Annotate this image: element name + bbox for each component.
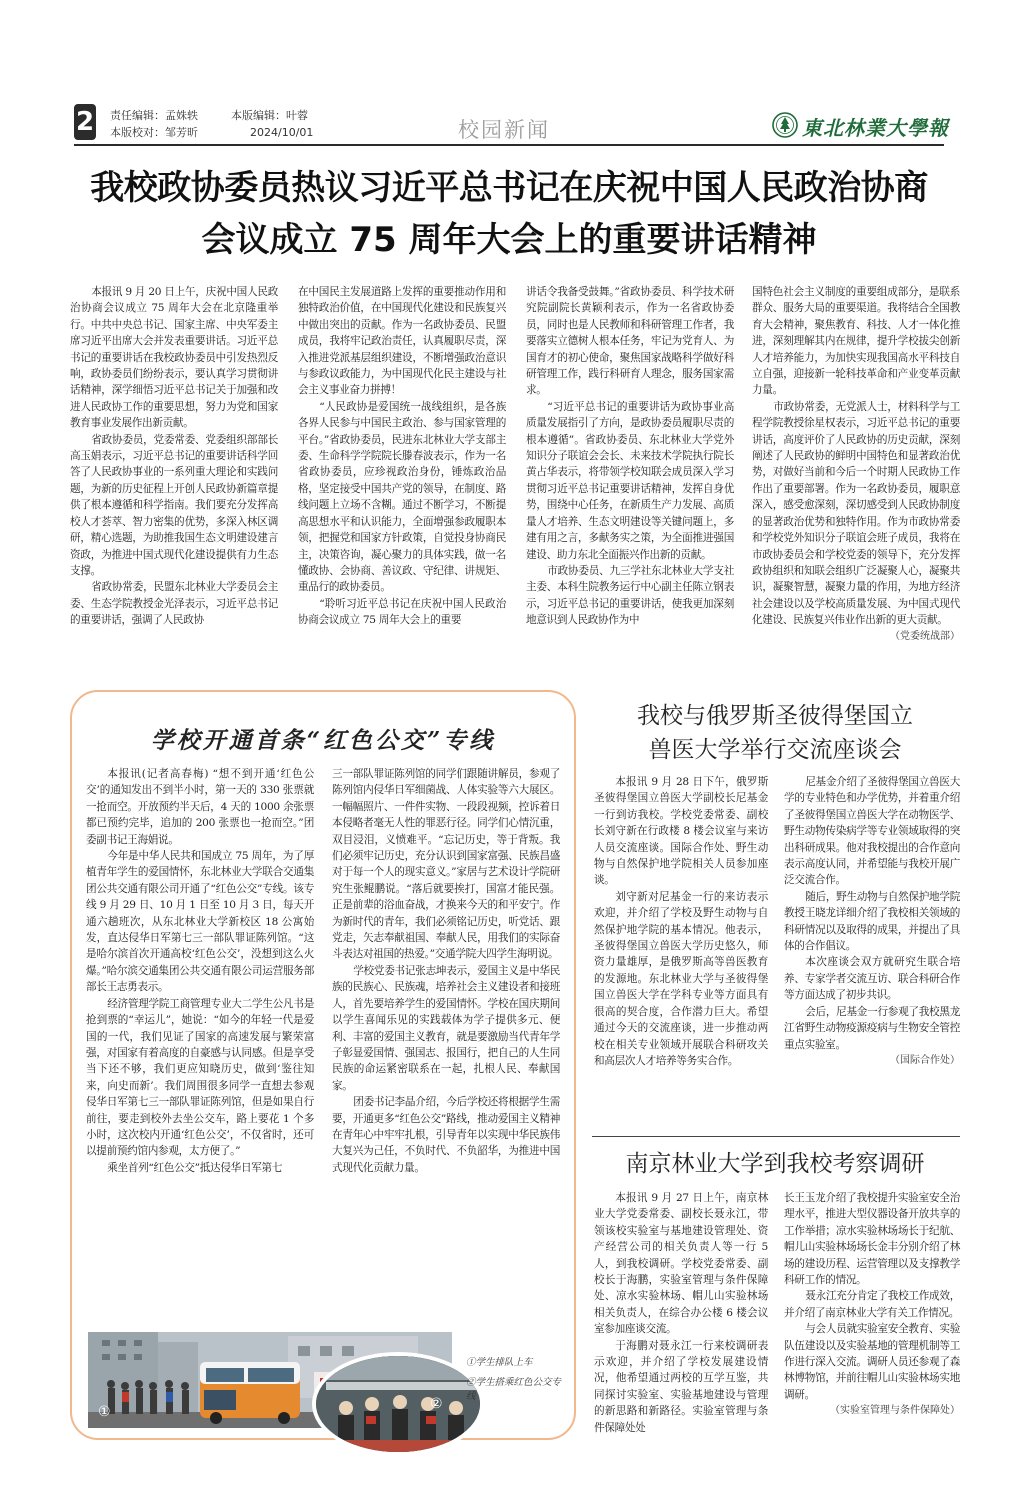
st-petersburg-headline-2: 兽医大学举行交流座谈会 [648,737,902,763]
paragraph: 与会人员就实验室安全教育、实验队伍建设以及实验基地的管理机制等工作进行深入交流。调研人员还参观了森林博物馆，并前往帽儿山实验林场实地调研。 [784,1323,960,1401]
headline-line-1: 我校政协委员热议习近平总书记在庆祝中国人民政治协商 [90,168,928,208]
header-rule [74,144,944,146]
page-number-badge: 2 [74,104,96,140]
headline-line-2: 会议成立 75 周年大会上的重要讲话精神 [201,220,817,260]
paragraph: 经济管理学院工商管理专业大二学生公凡书是抢到票的“幸运儿”，她说：“如今的年轻一代是爱国的一代，我们见证了国家的高速发展与繁荣富强，对国家有着高度的自豪感与认同感。但是享受当下还不够，我们更应知晓历史，做到‘鉴往知来，向史而新’。我们周围很多同学一直想去参观侵华日军第七三一部队罪证陈列馆，但是如果自行前往，要走到校外去坐公交车，路上要花 1 个多小时，这次校内开通‘红色公交’，不仅省时，还可以提前预约馆内参观，太方便了。” [86,997,314,1158]
st-petersburg-headline-1: 我校与俄罗斯圣彼得堡国立 [637,703,913,729]
newspaper-masthead: 東北林業大學報 [802,116,949,140]
photo-marker-1: ① [98,1404,111,1420]
byline: （实验室管理与条件保障处） [830,1405,960,1417]
paragraph: 省政协委员，党委常委、党委组织部部长高玉娟表示，习近平总书记的重要讲话科学回答了人民政协事业的一系列重大理论和实践问题，为新的历史征程上开创人民政协新篇章提供了根本遵循和科学指南。我们要充分发挥高校人才荟萃、智力密集的优势，多深入林区调研，精心选题，为助推我国生态文明建设建言资政，为推进中国式现代化建设提供有力生态支撑。 [70,433,278,577]
paragraph: 团委书记李晶介绍，今后学校还将根据学生需要，开通更多“红色公交”路线，推动爱国主义精神在青年心中牢牢扎根，引导青年以实现中华民族伟大复兴为己任，不负时代、不负韶华，为推进中国式现代化贡献力量。 [332,1096,560,1174]
paragraph: 本报讯 9 月 27 日上午，南京林业大学党委常委、副校长聂永江，带领该校实验室与基地建设管理处、资产经营公司的相关负责人等一行 5 人，到我校调研。学校党委常委、副校长于海鹏，实验室管理与条件保障处、凉水实验林场、帽儿山实验林场相关负责人，在综合办公楼 6 楼会议室参加座谈交流。 [594,1192,768,1336]
byline: （国际合作处） [890,1054,960,1066]
article4-col-1 [594,1190,768,1436]
article2-col-1 [86,766,314,1176]
paragraph: 学校党委书记张志坤表示，爱国主义是中华民族的民族心、民族魂，培养社会主义建设者和接班人，首先要培养学生的爱国情怀。学校在国庆期间以学生喜闻乐见的实践载体为学子提供多元、便利、丰富的爱国主义教育，就是要激励当代青年学子彰显爱国情、强国志、报国行，把自己的人生同民族的命运紧密联系在一起，扎根人民、奉献国家。 [332,964,560,1092]
paragraph: “人民政协是爱国统一战线组织，是各族各界人民参与中国民主政治、参与国家管理的平台。”省政协委员，民进东北林业大学支部主委、生命科学学院院长滕春波表示，作为一名省政协委员，应珍视政治身份，锤炼政治品格，坚定接受中国共产党的领导，在制度、路线问题上立场不含糊。通过不断学习，不断提高思想水平和认识能力，全面增强参政履职本领，把握党和国家方针政策，自觉投身协商民主，决策咨询，凝心聚力的具体实践，做一名懂政协、会协商、善议政、守纪律、讲规矩、重品行的政协委员。 [298,400,506,594]
article3-col-1 [594,774,768,1069]
nanjing-headline: 南京林业大学到我校考察调研 [625,1151,925,1177]
proofreader: 本版校对：邹芳昕 [110,126,198,139]
paragraph: 讲话令我备受鼓舞。”省政协委员、科学技术研究院副院长黄颖利表示，作为一名省政协委员，同时也是人民教师和科研管理工作者，我要落实立德树人根本任务，牢记为党育人、为国育才的初心使命，聚焦国家战略科学做好科研管理工作，践行科研育人理念，服务国家需求。 [526,286,734,397]
paragraph: 三一部队罪证陈列馆的同学们跟随讲解员，参观了陈列馆内侵华日军细菌战、人体实验等六大展区。一幅幅照片、一件件实物、一段段视频，控诉着日本侵略者毫无人性的罪恶行径。同学们心情沉重，双目浸泪，义愤难平。“忘记历史，等于背叛。我们必须牢记历史，充分认识到国家富强、民族昌盛对于每一个人的现实意义。”家居与艺术设计学院研究生张鲲鹏说。“落后就要挨打，国富才能民强。正是前辈的浴血奋战，才换来今天的和平安宁。作为新时代的青年，我们必须铭记历史，听党话、跟党走，矢志奉献祖国、奉献人民，用我们的实际奋斗表达对祖国的热爱。”交通学院大四学生海明说。 [332,768,560,961]
article4-col-2 [784,1190,960,1419]
paragraph: 国特色社会主义制度的重要组成部分，是联系群众、服务大局的重要渠道。我将结合全国教育大会精神，聚焦教育、科技、人才一体化推进，深刻理解其内在规律，提升学校拔尖创新人才培养能力，为加快实现我国高水平科技自立自强，迎接新一轮科技革命和产业变革贡献力量。 [752,286,960,397]
article2-col-2 [332,766,560,1176]
paragraph: 长王玉龙介绍了我校提升实验室安全治理水平，推进大型仪器设备开放共享的工作举措；凉水实验林场场长于纪航、帽儿山实验林场场长金丰分别介绍了林场的建设历程、运营管理以及支撑教学科研工作的情况。 [784,1192,960,1287]
issue-date: 2024/10/01 [250,126,314,139]
paragraph: “聆听习近平总书记在庆祝中国人民政治协商会议成立 75 周年大会上的重要 [298,597,506,627]
article1-col-4 [752,284,960,645]
article3-col-2 [784,774,960,1069]
photo-caption-2: ②学生搭乘红色公交专线 [466,1377,562,1402]
section-divider [592,1136,960,1137]
paragraph: 本报讯(记者高春梅) “想不到开通‘红色公交’的通知发出不到半小时，第一天的 330 张票就一抢而空。开放预约半天后，4 天的 1000 余张票都已预约完毕，追加的 200 张票也一抢而空。”团委副书记王海娟说。 [86,768,314,846]
paragraph: “习近平总书记的重要讲话为政协事业高质量发展指引了方向，是政协委员履职尽责的根本遵循”。省政协委员、东北林业大学党外知识分子联谊会会长、未来技术学院执行院长黄占华表示，将带领学校知联会成员深入学习贯彻习近平总书记重要讲话精神，发挥自身优势，围绕中心任务，在新质生产力发展、高质量人才培养、生态文明建设等关键问题上，多建有用之言，多献务实之策，为全面推进强国建设、助力东北全面振兴作出新的贡献。 [526,400,734,561]
paragraph: 今年是中华人民共和国成立 75 周年，为了厚植青年学生的爱国情怀，东北林业大学联合交通集团公共交通有限公司开通了“红色公交”专线。该专线 9 月 29 日、10 月 1 日至 10 月 3 日，每天开通六趟班次，从东北林业大学新校区 18 公寓始发，直达侵华日军第七三一部队罪证陈列馆。“这是哈尔滨首次开通高校‘红色公交’，没想到这么火爆。”哈尔滨交通集团公共交通有限公司运营服务部部长王志勇表示。 [86,850,314,994]
section-name: 校园新闻 [458,118,550,142]
paragraph: 随后，野生动物与自然保护地学院教授王晓龙详细介绍了我校相关领域的科研情况以及取得的成果，并提出了具体的合作倡议。 [784,890,960,953]
school-logo-icon [772,112,798,138]
paragraph: 本次座谈会双方就研究生联合培养、专家学者交流互访、联合科研合作等方面达成了初步共识。 [784,956,960,1002]
article1-col-2 [298,284,506,629]
photo-students-on-red-bus [312,1352,484,1456]
photo-caption-1: ①学生排队上车 [466,1357,533,1368]
paragraph: 刘守新对尼基金一行的来访表示欢迎，并介绍了学校及野生动物与自然保护地学院的基本情况。他表示，圣彼得堡国立兽医大学历史悠久，师资力量雄厚，是俄罗斯高等兽医教育的发源地。东北林业大学与圣彼得堡国立兽医大学在学科专业等方面具有很高的契合度，合作潜力巨大。希望通过今天的交流座谈，进一步推动两校在相关专业领域开展联合科研攻关和高层次人才培养等务实合作。 [594,890,768,1067]
byline: （党委统战部） [890,630,960,642]
page-editor: 本版编辑：叶蓉 [231,109,308,122]
red-bus-headline: 学校开通首条“红色公交”专线 [150,727,496,754]
paragraph: 于海鹏对聂永江一行来校调研表示欢迎，并介绍了学校发展建设情况，他希望通过两校的互学互鉴，共同探讨实验室、实验基地建设与管理的新思路和新路径。实验室管理与条件保障处处 [594,1339,768,1434]
article1-col-1 [70,284,278,629]
paragraph: 聂永江充分肯定了我校工作成效，并介绍了南京林业大学有关工作情况。 [784,1290,960,1319]
paragraph: 本报讯 9 月 28 日下午，俄罗斯圣彼得堡国立兽医大学副校长尼基金一行到访我校。学校党委常委、副校长刘守新在行政楼 8 楼会议室与来访人员交流座谈。国际合作处、野生动物与自然保护地学院相关人员参加座谈。 [594,776,768,887]
paragraph: 在中国民主发展道路上发挥的重要推动作用和独特政治价值，在中国现代化建设和民族复兴中做出突出的贡献。作为一名政协委员、民盟成员，我将牢记政治责任，认真履职尽责，深入推进党派基层组织建设，不断增强政治意识与参政议政能力，为中国现代化民主建设与社会主义事业奋力拼搏！ [298,286,506,397]
paragraph: 本报讯 9 月 20 日上午，庆祝中国人民政治协商会议成立 75 周年大会在北京隆重举行。中共中央总书记、国家主席、中央军委主席习近平出席大会并发表重要讲话。习近平总书记的重要讲话在我校政协委员中引发热烈反响，政协委员们纷纷表示，要认真学习贯彻讲话精神，深学细悟习近平总书记关于加强和改进人民政协工作的重要思想，努力为党和国家教育事业发展作出新贡献。 [70,286,278,430]
editor-in-charge: 责任编辑：孟姝轶 [110,109,198,122]
paragraph: 尼基金介绍了圣彼得堡国立兽医大学的专业特色和办学优势，并着重介绍了圣彼得堡国立兽医大学在动物医学、野生动物传染病学等专业领域取得的突出科研成果。他对我校提出的合作意向表示高度认同，并希望能与我校开展广泛交流合作。 [784,776,960,887]
paragraph: 市政协常委，无党派人士，材料科学与工程学院教授徐星权表示，习近平总书记的重要讲话，高度评价了人民政协的历史贡献，深刻阐述了人民政协的鲜明中国特色和显著政治优势，对做好当前和今后一个时期人民政协工作作出了重要部署。作为一名政协委员，履职意深入，感受愈深刻，深切感受到人民政协制度的显著政治优势和独特作用。作为市政协常委和学校党外知识分子联谊会班子成员，我将在市政协委员会和学校党委的领导下，充分发挥政协组织和知联会组织广泛凝聚人心，凝聚共识，凝聚智慧，凝聚力量的作用，为地方经济社会建设以及学校高质量发展、为中国式现代化建设、民族复兴伟业作出新的更大贡献。 [752,400,960,627]
paragraph: 乘坐首列“红色公交”抵达侵华日军第七 [107,1161,283,1174]
paragraph: 会后，尼基金一行参观了我校黑龙江省野生动物疫源疫病与生物安全管控重点实验室。 [784,1005,960,1051]
article1-col-3 [526,284,734,629]
paragraph: 市政协委员、九三学社东北林业大学支社主委、本科生院教务运行中心副主任陈立钢表示，习近平总书记的重要讲话，使我更加深刻地意识到人民政协作为中 [526,564,734,627]
paragraph: 省政协常委，民盟东北林业大学委员会主委、生态学院教授金光泽表示，习近平总书记的重要讲话，强调了人民政协 [70,581,278,627]
photo-marker-2: ② [430,1396,443,1412]
